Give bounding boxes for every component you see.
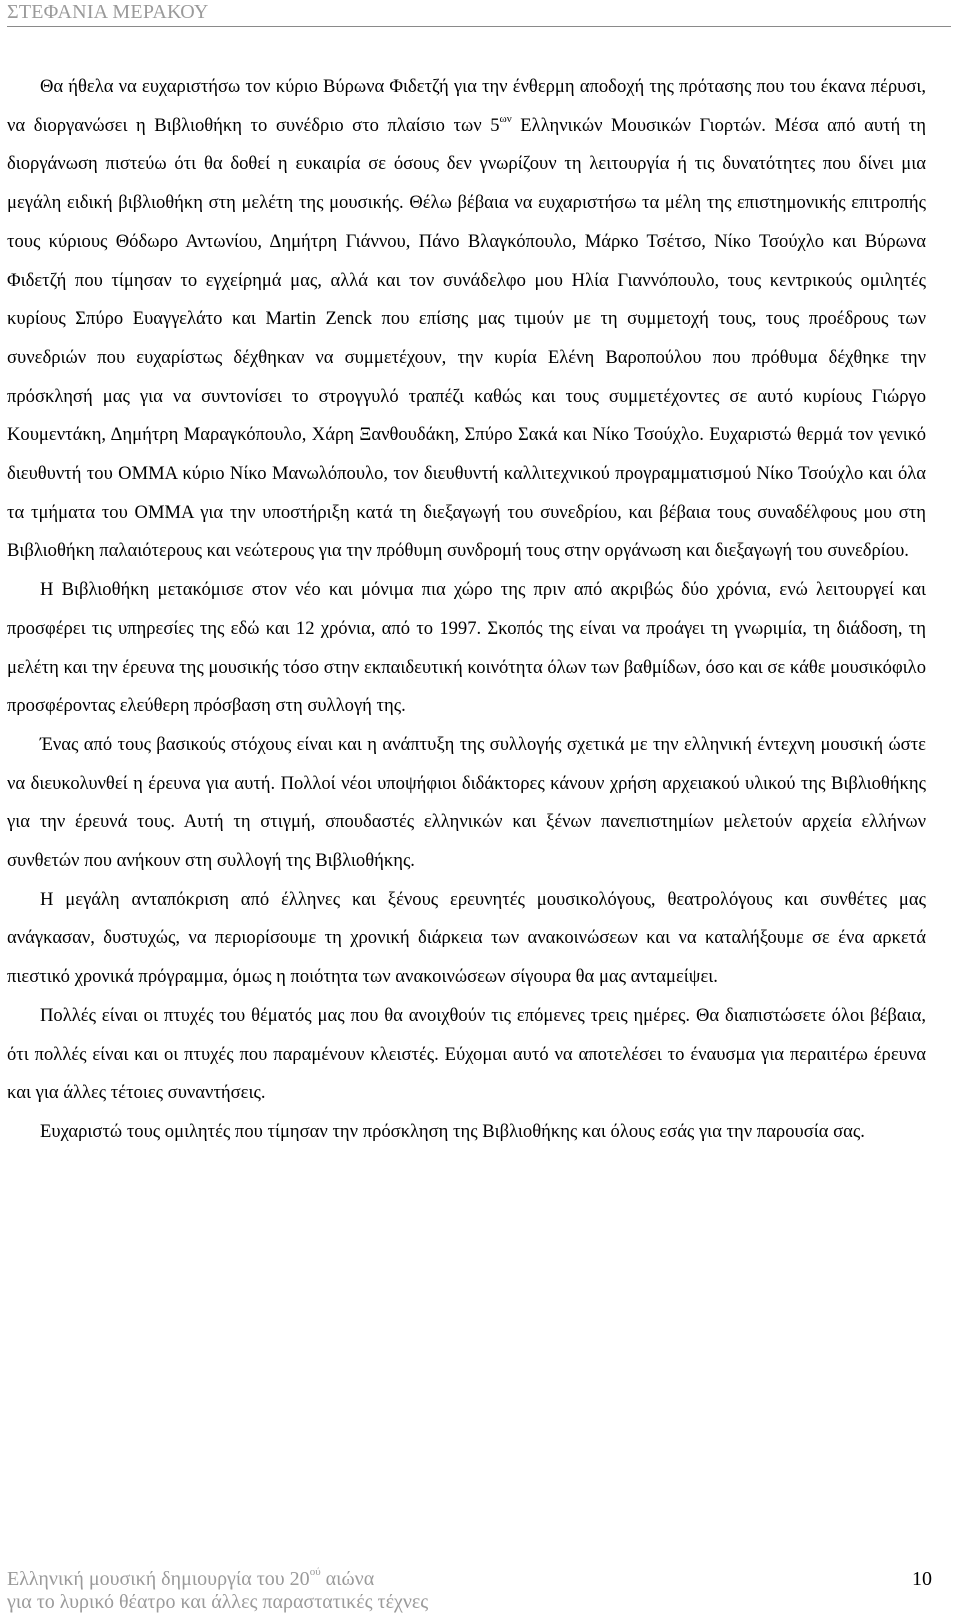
footer-title-line-2: για το λυρικό θέατρο και άλλες παραστατικές τέχνες (7, 1591, 429, 1613)
paragraph-1 (7, 68, 926, 571)
paragraph-1-part-2: Ελληνικών Μουσικών Γιορτών. Μέσα από αυτή τη διοργάνωση πιστεύω ότι θα δοθεί η ευκαιρία σε όσους δεν γνωρίζουν τη λειτουργία ή τις δυνατότητες που δίνει μια μεγάλη ειδική βιβλιοθήκη στη μελέτη της μουσικής. Θέλω βέβαια να ευχαριστήσω τα μέλη της επιστημονικής επιτροπής τους κύριους Θόδωρο Αντωνίου, Δημήτρη Γιάννου, Πάνο Βλαγκόπουλο, Μάρκο Τσέτσο, Νίκο Τσούχλο και Βύρωνα Φιδετζή που τίμησαν το εγχείρημά μας, αλλά και τον συνάδελφο μου Ηλία Γιαννόπουλο, τους κεντρικούς ομιλητές κυρίους Σπύρο Ευαγγελάτο και Martin Zenck που επίσης μας τιμούν με τη συμμετοχή τους, τους προέδρους των συνεδριών που ευχαρίστως δέχθηκαν να συμμετέχουν, την κυρία Ελένη Βαροπούλου που πρόθυμα δέχθηκε την πρόσκλησή μας για να συντονίσει το στρογγυλό τραπέζι καθώς και τους συμμετέχοντες σε αυτό κυρίους Γιώργο Κουμεντάκη, Δημήτρη Μαραγκόπουλο, Χάρη Ξανθουδάκη, Σπύρο Σακά και Νίκο Τσούχλο. Ευχαριστώ θερμά τον γενικό διευθυντή του ΟΜΜΑ κύριο Νίκο Μανωλόπουλο, τον διευθυντή καλλιτεχνικού προγραμματισμού Νίκο Τσούχλο και όλα τα τμήματα του ΟΜΜΑ για την υποστήριξη κατά τη διεξαγωγή του συνεδρίου, και βέβαια τους συναδέλφους μου στη Βιβλιοθήκη παλαιότερους και νεώτερους για την πρόθυμη συνδρομή τους στην οργάνωση και διεξαγωγή του συνεδρίου. (7, 114, 926, 562)
header-author: ΣΤΕΦΑΝΙΑ ΜΕΡΑΚΟΥ (7, 1, 209, 23)
paragraph-6: Ευχαριστώ τους ομιλητές που τίμησαν την πρόσκληση της Βιβλιοθήκης και όλους εσάς για την παρουσία σας. (40, 1120, 865, 1142)
footer-title-part-2: αιώνα (320, 1568, 375, 1590)
paragraph-3: Ένας από τους βασικούς στόχους είναι και η ανάπτυξη της συλλογής σχετικά με την ελληνική έντεχνη μουσική ώστε να διευκολυνθεί η έρευνα για αυτή. Πολλοί νέοι υποψήφιοι διδάκτορες κάνουν χρήση αρχειακού υλικού της Βιβλιοθήκης για την έρευνά τους. Αυτή τη στιγμή, σπουδαστές ελληνικών και ξένων πανεπιστημίων μελετούν αρχεία ελλήνων συνθετών που ανήκουν στη συλλογή της Βιβλιοθήκης. (7, 733, 926, 872)
paragraph-2: Η Βιβλιοθήκη μετακόμισε στον νέο και μόνιμα πια χώρο της πριν από ακριβώς δύο χρόνια, ενώ λειτουργεί και προσφέρει τις υπηρεσίες της εδώ και 12 χρόνια, από το 1997. Σκοπός της είναι να προάγει τη γνωριμία, τη διάδοση, τη μελέτη και την έρευνα της μουσικής τόσο στην εκπαιδευτική κοινότητα όλων των βαθμίδων, όσο και σε κάθε μουσικόφιλο προσφέροντας ελεύθερη πρόσβαση στη συλλογή της. (7, 579, 926, 717)
footer-superscript: ού (309, 1566, 321, 1579)
paragraph-1-part-1: Θα ήθελα να ευχαριστήσω τον κύριο Βύρωνα Φιδετζή για την ένθερμη αποδοχή της πρότασης που του έκανα πέρυσι, να διοργανώσει η Βιβλιοθήκη το συνέδριο στο πλαίσιο των 5 (7, 76, 926, 136)
footer-title-line-1 (7, 1568, 932, 1591)
page-footer (7, 1568, 932, 1614)
paragraph-4: Η μεγάλη ανταπόκριση από έλληνες και ξένους ερευνητές μουσικολόγους, θεατρολόγους και συνθέτες μας ανάγκασαν, δυστυχώς, να περιορίσουμε τη χρονική διάρκεια των ανακοινώσεων και να καταλήξουμε σε ένα αρκετά πιεστικό χρονικά πρόγραμμα, όμως η ποιότητα των ανακοινώσεων σίγουρα θα μας ανταμείψει. (7, 888, 926, 988)
document-body (7, 68, 926, 1152)
paragraph-1-superscript: ων (499, 112, 512, 125)
page-number: 10 (912, 1568, 932, 1590)
page-header (7, 0, 951, 27)
paragraph-5: Πολλές είναι οι πτυχές του θέματός μας που θα ανοιχθούν τις επόμενες τρεις ημέρες. Θα διαπιστώσετε όλοι βέβαια, ότι πολλές είναι και οι πτυχές που παραμένουν κλειστές. Εύχομαι αυτό να αποτελέσει το έναυσμα για περαιτέρω έρευνα και για άλλες τέτοιες συναντήσεις. (7, 1004, 926, 1104)
footer-title-part-1: Ελληνική μουσική δημιουργία του 20 (7, 1568, 310, 1590)
